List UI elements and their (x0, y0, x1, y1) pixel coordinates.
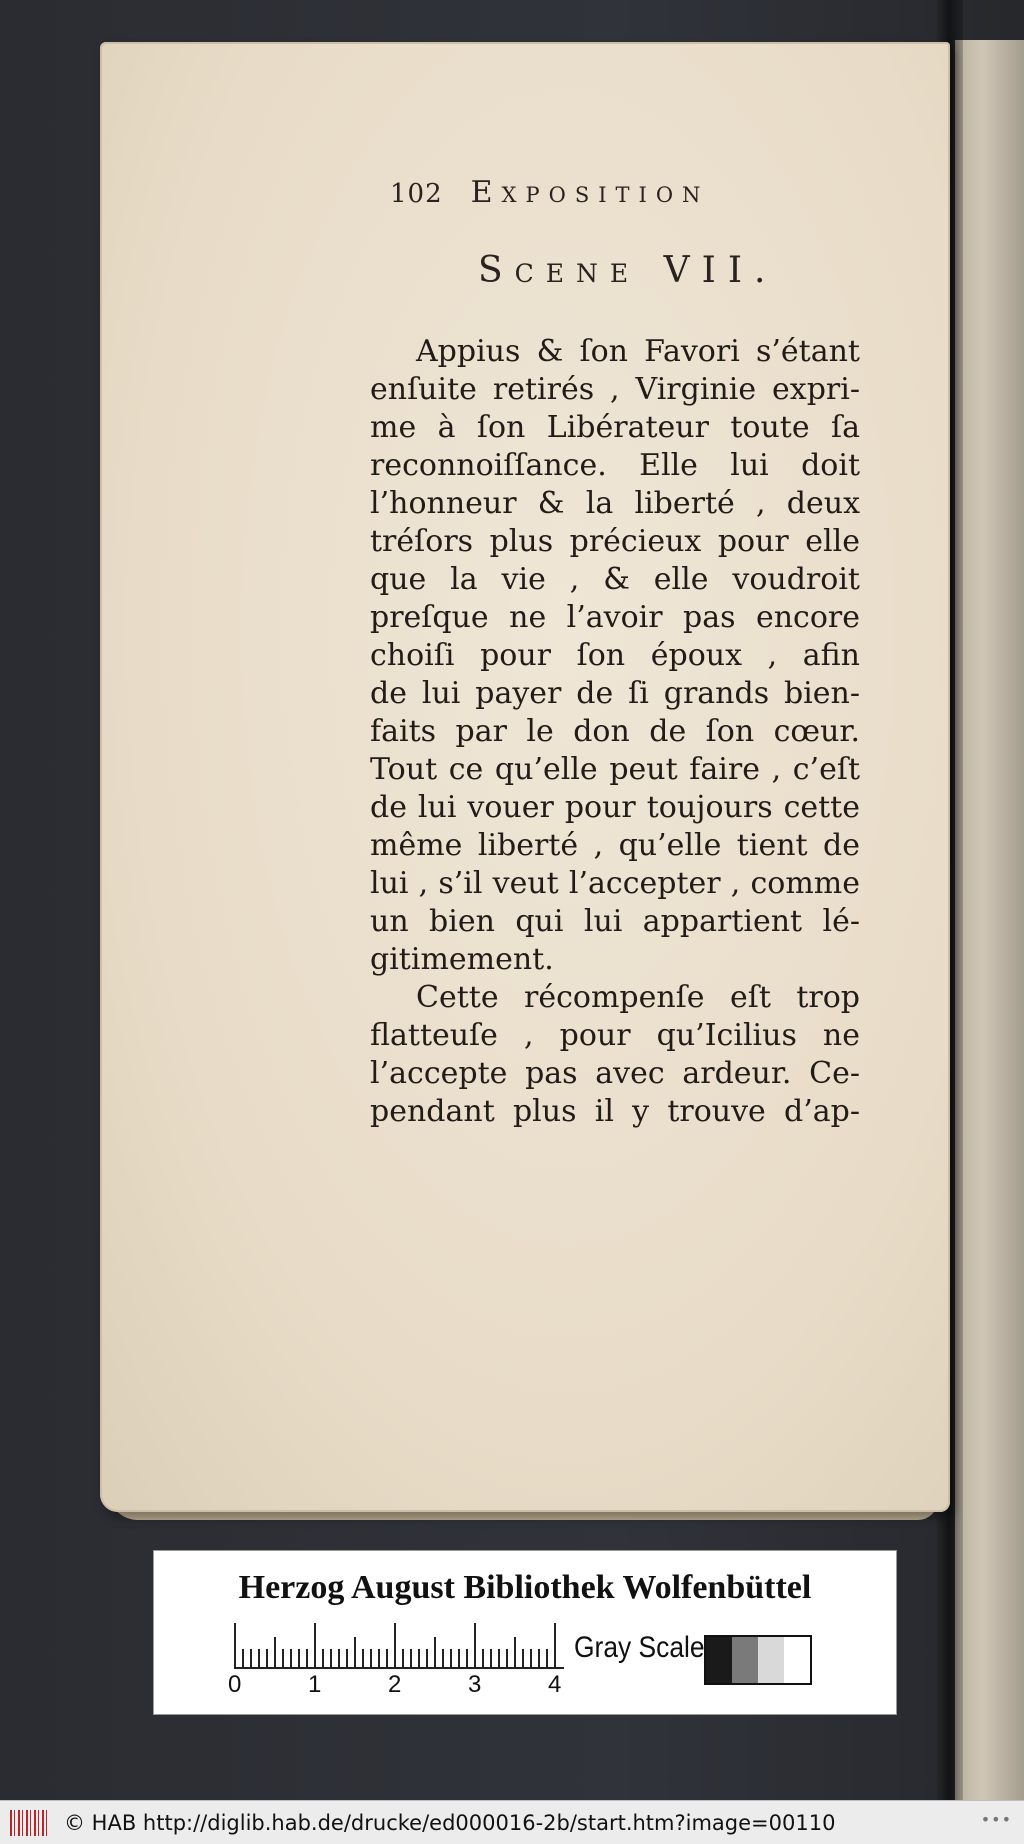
ruler-tick (426, 1649, 428, 1667)
ruler-tick (242, 1649, 244, 1667)
ruler-tick (370, 1649, 372, 1667)
ruler-tick (458, 1649, 460, 1667)
text-line: de lui payer de ſi grands bien- (370, 676, 860, 711)
ruler-tick (394, 1623, 396, 1667)
text-line: de lui vouer pour toujours cette (370, 790, 860, 825)
ruler-tick (274, 1637, 276, 1667)
ruler-tick (482, 1649, 484, 1667)
ruler-tick (362, 1649, 364, 1667)
text-line: preſque ne l’avoir pas encore (370, 600, 860, 635)
ruler-tick (306, 1649, 308, 1667)
copyright-url[interactable]: © HAB http://diglib.hab.de/drucke/ed000016-2b/start.htm?image=00110 (64, 1810, 836, 1835)
ruler-tick (322, 1649, 324, 1667)
text-line: me à ſon Libérateur toute ſa (370, 410, 860, 445)
grayscale-label: Gray Scale (574, 1631, 705, 1664)
scene-title: Scene VII. (478, 250, 778, 291)
more-icon[interactable]: ••• (980, 1810, 1012, 1829)
text-line: Appius & ſon Favori s’étant (416, 334, 860, 369)
ruler-tick (346, 1649, 348, 1667)
ruler-labels (228, 1671, 594, 1701)
library-name: Herzog August Bibliothek Wolfenbüttel (238, 1569, 812, 1606)
text-line: Tout ce qu’elle peut faire , c’eſt (370, 752, 860, 787)
ruler-label: 3 (468, 1671, 482, 1698)
text-line: l’accepte pas avec ardeur. Ce- (370, 1056, 860, 1091)
ruler-label: 0 (228, 1671, 242, 1698)
running-title: Exposition (470, 175, 710, 210)
ruler-tick (530, 1649, 532, 1667)
ruler-tick (522, 1649, 524, 1667)
text-line: que la vie , & elle voudroit (370, 562, 860, 597)
ruler-tick (410, 1649, 412, 1667)
ruler-tick (466, 1649, 468, 1667)
text-line: l’honneur & la liberté , deux (370, 486, 860, 521)
text-line: faits par le don de ſon cœur. (370, 714, 860, 749)
text-line: choiſi pour ſon époux , afin (370, 638, 860, 673)
ruler-tick (490, 1649, 492, 1667)
ruler-label: 4 (548, 1671, 562, 1698)
ruler-tick (474, 1623, 476, 1667)
ruler-tick (330, 1649, 332, 1667)
text-line: reconnoiſſance. Elle lui doit (370, 448, 860, 483)
text-line: enſuite retirés , Virginie expri- (370, 372, 860, 407)
ruler-tick (498, 1649, 500, 1667)
status-bar (0, 1800, 1024, 1844)
grayscale-patch (732, 1637, 758, 1683)
ruler-tick (282, 1649, 284, 1667)
scale-ruler (234, 1621, 564, 1669)
text-line: un bien qui lui appartient lé- (370, 904, 860, 939)
ruler-tick (546, 1649, 548, 1667)
library-color-plate (153, 1550, 897, 1715)
grayscale-patch (758, 1637, 784, 1683)
ruler-tick (386, 1649, 388, 1667)
text-line: Cette récompenſe eſt trop (416, 980, 860, 1015)
text-line: pendant plus il y trouve d’ap- (370, 1094, 860, 1129)
text-line: lui , s’il veut l’accepter , comme (370, 866, 860, 901)
ruler-tick (450, 1649, 452, 1667)
text-line: gitimement. (370, 942, 554, 977)
ruler-tick (250, 1649, 252, 1667)
text-line: tréſors plus précieux pour elle (370, 524, 860, 559)
ruler-label: 2 (388, 1671, 402, 1698)
ruler-tick (554, 1623, 556, 1667)
page-header (390, 175, 790, 215)
ruler-tick (514, 1637, 516, 1667)
grayscale-patch (706, 1637, 732, 1683)
ruler-tick (290, 1649, 292, 1667)
ruler-tick (418, 1649, 420, 1667)
hab-barcode-icon (10, 1810, 50, 1836)
ruler-tick (314, 1623, 316, 1667)
ruler-tick (378, 1649, 380, 1667)
ruler-tick (234, 1623, 236, 1667)
ruler-tick (402, 1649, 404, 1667)
ruler-tick (338, 1649, 340, 1667)
grayscale-patches (704, 1635, 812, 1685)
ruler-tick (442, 1649, 444, 1667)
text-line: même liberté , qu’elle tient de (370, 828, 860, 863)
ruler-tick (506, 1649, 508, 1667)
body-text (370, 333, 860, 1131)
text-line: flatteuſe , pour qu’Icilius ne (370, 1018, 860, 1053)
ruler-tick (266, 1649, 268, 1667)
ruler-tick (354, 1637, 356, 1667)
ruler-tick (538, 1649, 540, 1667)
ruler-label: 1 (308, 1671, 322, 1698)
ruler-tick (434, 1637, 436, 1667)
ruler-tick (258, 1649, 260, 1667)
ruler-tick (298, 1649, 300, 1667)
grayscale-patch (784, 1637, 810, 1683)
adjacent-page-edge (955, 40, 1024, 1800)
page-number: 102 (390, 179, 443, 209)
